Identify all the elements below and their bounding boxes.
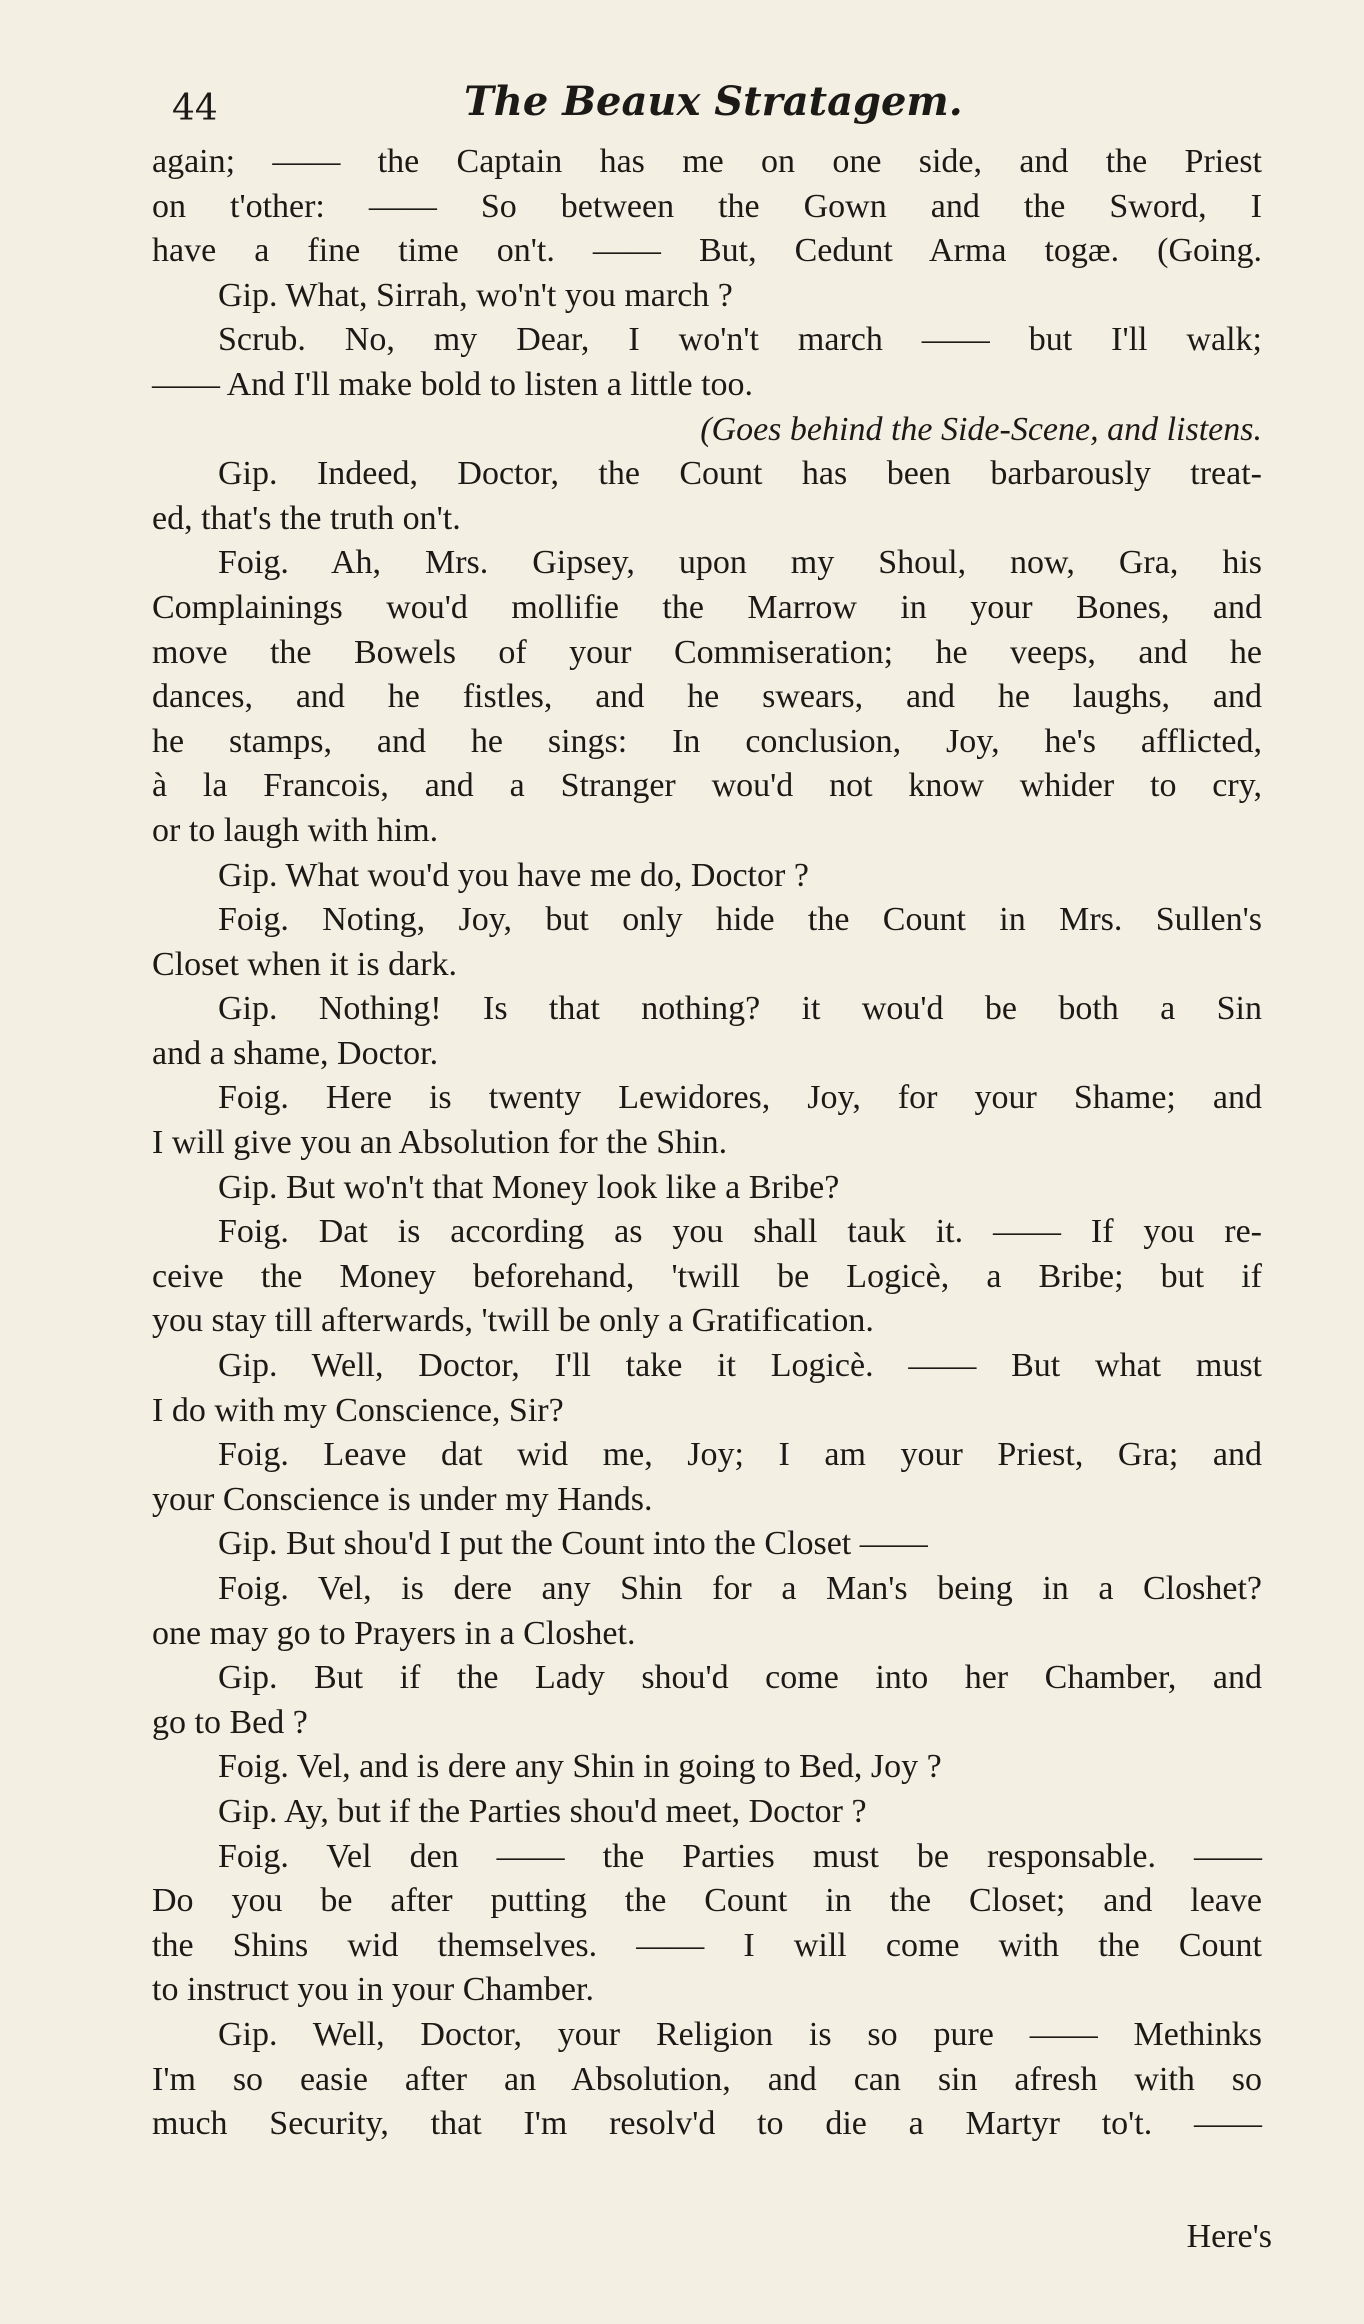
text-line: you stay till afterwards, 'twill be only a Gratification.: [152, 1302, 874, 1340]
text-line: ed, that's the truth on't.: [152, 499, 461, 537]
text-line: Foig. Vel den —— the Parties must be responsable. ——: [218, 1837, 1262, 1875]
text-line: Foig. Here is twenty Lewidores, Joy, for your Shame; and: [218, 1079, 1262, 1117]
text-line: dances, and he fistles, and he swears, and he laughs, and: [152, 678, 1262, 716]
text-line: Foig. Noting, Joy, but only hide the Count in Mrs. Sullen's: [218, 901, 1262, 939]
text-line: Foig. Dat is according as you shall tauk it. —— If you re-: [218, 1213, 1262, 1251]
catchword: Here's: [1186, 2218, 1272, 2255]
text-line: Do you be after putting the Count in the Closet; and leave: [152, 1882, 1262, 1920]
text-line: Gip. Ay, but if the Parties shou'd meet, Doctor ?: [218, 1792, 867, 1830]
text-line: Foig. Vel, is dere any Shin for a Man's being in a Closhet?: [218, 1570, 1262, 1607]
text-line: move the Bowels of your Commiseration; he veeps, and he: [152, 633, 1262, 671]
text-line: Scrub. No, my Dear, I wo'n't march —— but I'll walk;: [218, 321, 1262, 359]
text-line: à la Francois, and a Stranger wou'd not know whider to cry,: [152, 767, 1262, 805]
text-line: Gip. But if the Lady shou'd come into her Chamber, and: [218, 1659, 1262, 1697]
text-line: and a shame, Doctor.: [152, 1034, 439, 1072]
page-number: 44: [172, 88, 218, 129]
text-line: I'm so easie after an Absolution, and can sin afresh with so: [152, 2060, 1262, 2098]
text-line: Gip. What wou'd you have me do, Doctor ?: [218, 856, 809, 894]
text-line: Gip. What, Sirrah, wo'n't you march ?: [218, 276, 733, 314]
text-line: Gip. Indeed, Doctor, the Count has been barbarously treat-: [218, 455, 1262, 493]
text-line: Complainings wou'd mollifie the Marrow in your Bones, and: [152, 588, 1262, 626]
text-line: Gip. Well, Doctor, your Religion is so pure —— Methinks: [218, 2015, 1262, 2053]
text-line: Foig. Ah, Mrs. Gipsey, upon my Shoul, now, Gra, his: [218, 544, 1262, 582]
text-line: he stamps, and he sings: In conclusion, Joy, he's afflicted,: [152, 722, 1262, 760]
text-line: have a fine time on't. —— But, Cedunt Arma togæ. (Going.: [152, 232, 1262, 270]
text-line: on t'other: —— So between the Gown and the Sword, I: [152, 187, 1262, 225]
text-line: one may go to Prayers in a Closhet.: [152, 1614, 636, 1652]
text-line: Foig. Leave dat wid me, Joy; I am your Priest, Gra; and: [218, 1436, 1262, 1474]
running-title: The Beaux Stratagem.: [464, 78, 963, 125]
text-line: I will give you an Absolution for the Shin.: [152, 1124, 728, 1162]
text-line: Closet when it is dark.: [152, 945, 458, 983]
text-line: —— And I'll make bold to listen a little too.: [152, 365, 754, 403]
text-line: much Security, that I'm resolv'd to die a Martyr to't. ——: [152, 2105, 1262, 2143]
text-line: to instruct you in your Chamber.: [152, 1971, 594, 2009]
text-line: Gip. But shou'd I put the Count into the Closet ——: [218, 1525, 928, 1563]
text-line: Gip. Nothing! Is that nothing? it wou'd be both a Sin: [218, 990, 1262, 1028]
text-line: again; —— the Captain has me on one side, and the Priest: [152, 143, 1262, 180]
text-line: ceive the Money beforehand, 'twill be Logicè, a Bribe; but if: [152, 1257, 1262, 1295]
page-header: [172, 78, 1252, 138]
text-line: or to laugh with him.: [152, 811, 439, 849]
text-line: Foig. Vel, and is dere any Shin in going to Bed, Joy ?: [218, 1748, 942, 1786]
text-line: go to Bed ?: [152, 1703, 308, 1741]
text-line: Gip. Well, Doctor, I'll take it Logicè. —— But what must: [218, 1347, 1262, 1385]
text-line: your Conscience is under my Hands.: [152, 1480, 653, 1518]
text-line: the Shins wid themselves. —— I will come with the Count: [152, 1926, 1262, 1964]
text-line: I do with my Conscience, Sir?: [152, 1391, 564, 1429]
text-line: (Goes behind the Side-Scene, and listens.: [700, 410, 1262, 448]
play-text: [152, 140, 1262, 2147]
text-line: Gip. But wo'n't that Money look like a Bribe?: [218, 1168, 840, 1206]
